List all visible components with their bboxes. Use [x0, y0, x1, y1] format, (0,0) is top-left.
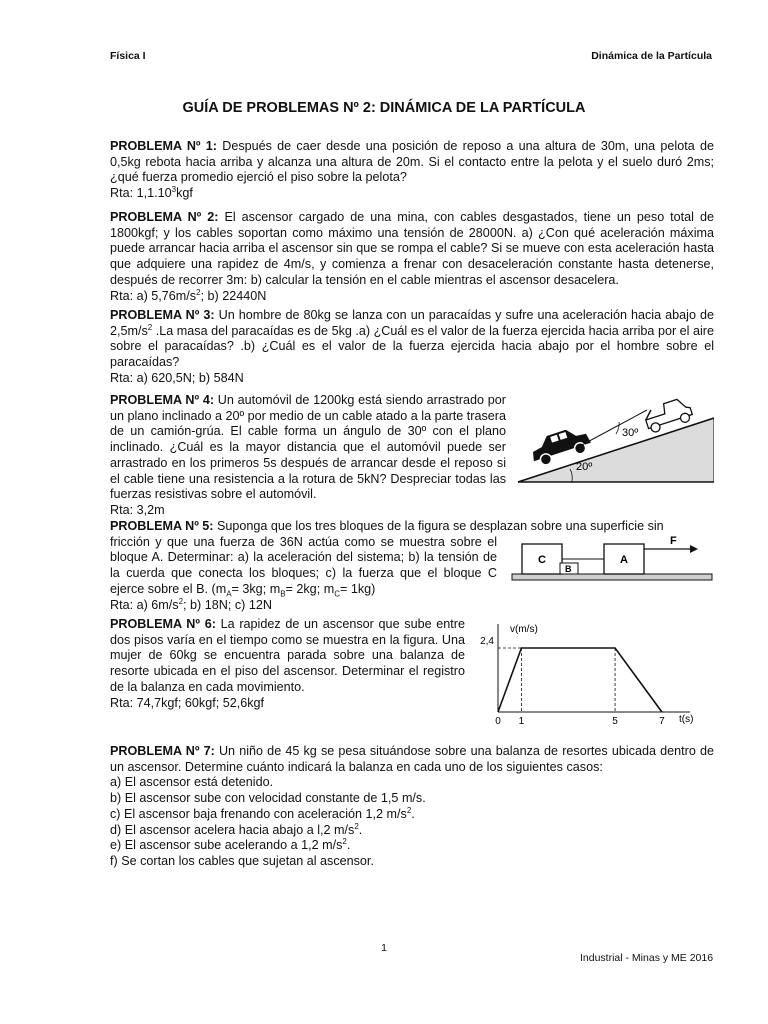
page-title: GUÍA DE PROBLEMAS Nº 2: DINÁMICA DE LA PARTÍCULA: [182, 100, 586, 116]
x-tick-label: 7: [659, 716, 665, 727]
problem-7-case: e) El ascensor sube acelerando a 1,2 $m/s^2$.: [110, 837, 351, 853]
problem-3-text-b: .La masa del paracaídas es de 5kg .a) ¿Cuál es el valor de la fuerza ejercida hacia arriba por el aire sobre el paracaídas? .b) ¿Cuál es el valor de la fuerza ejercida hacia abajo por el hombre sobre el paracaídas?: [110, 323, 714, 370]
svg-text:B: B: [565, 564, 572, 574]
x-tick-label: 5: [612, 716, 618, 727]
incline-figure: [516, 396, 714, 488]
problem-3-label: PROBLEMA Nº 3:: [110, 308, 215, 322]
footer-course: Industrial - Minas y ME 2016: [580, 952, 714, 964]
problem-5-text: fricción y que una fuerza de 36N actúa como se muestra sobre el bloque A. Determinar: a) la aceleración del sistema; b) la tensión de la cuerda que conecta los bloques; c) la fuerza que el bloque C ejerce sobre el B. ($m_A= 3kg$; $m_B= 2kg$; $m_C= 1kg$): [110, 534, 497, 599]
problem-7-case: d) El ascensor acelera hacia abajo a l,2 $m/s^2$.: [110, 821, 363, 837]
problem-6-answer: Rta: 74,7kgf; 60kgf; 52,6kgf: [110, 695, 265, 710]
problem-1: [110, 139, 714, 202]
blocks-figure: [508, 532, 714, 582]
y-axis-label: v(m/s): [510, 624, 538, 635]
x-tick-label: 0: [495, 716, 501, 727]
velocity-series-line: [498, 648, 662, 712]
problem-7-case: c) El ascensor baja frenando con aceleración 1,2 $m/s^2$.: [110, 805, 415, 821]
problem-7-cases: [110, 775, 714, 869]
problem-1-label: PROBLEMA Nº 1:: [110, 139, 217, 153]
problem-7-label: PROBLEMA Nº 7:: [110, 744, 215, 758]
x-axis-label: t(s): [679, 714, 694, 725]
problem-7-case: f) Se cortan los cables que sujetan al ascensor.: [110, 853, 374, 868]
problem-2-text: El ascensor cargado de una mina, con cables desgastados, tiene un peso total de 1800kgf; y los cables soportan como máximo una tensión de 28000N. a) ¿Con qué aceleración máxima puede arrancar hacia arriba el ascensor sin que se rompa el cable? Si se mueve con esta aceleración hasta que adquiere una rapidez de 4m/s, y comienza a frenar con desaceleración constante hasta detenerse, después de recorrer 3m: b) calcular la tensión en el cable mientras el ascensor desacelera.: [110, 210, 714, 287]
problem-2-label: PROBLEMA Nº 2:: [110, 210, 219, 224]
problem-7: [110, 744, 714, 870]
problem-5-label: PROBLEMA Nº 5:: [110, 519, 214, 533]
velocity-time-chart: [476, 618, 706, 728]
problem-4-text: Un automóvil de 1200kg está siendo arrastrado por un plano inclinado a 20º por medio de un cable atado a la parte trasera de un camión-grúa. El cable forma un ángulo de 30º con el plano inclinado. ¿Cuál es la mayor distancia que el automóvil puede ser arrastrado en los primeros 5s después de arrancar desde el reposo si el cable tiene una resistencia a la rotura de 5kN? Despreciar todas las fuerzas resistivas sobre el automóvil.: [110, 393, 506, 502]
problem-3-answer: Rta: a) 620,5N; b) 584N: [110, 370, 244, 385]
problem-1-answer: Rta: 1,1.10$^3$kgf: [110, 184, 193, 201]
problem-4: [110, 393, 506, 519]
problem-5-line1: Suponga que los tres bloques de la figura se desplazan sobre una superficie sin: [213, 519, 664, 533]
problem-6-label: PROBLEMA Nº 6:: [110, 617, 216, 631]
problem-4-answer: Rta: 3,2m: [110, 502, 165, 517]
problem-5-answer: Rta: a) $6m/s^2$; b) 18N; c) 12N: [110, 596, 272, 612]
problem-7-text: Un niño de 45 kg se pesa situándose sobre una balanza de resortes ubicada dentro de un ascensor. Determine cuánto indicará la balanza en cada uno de los siguientes casos:: [110, 744, 714, 774]
problem-6: [110, 617, 465, 711]
problem-2-answer: Rta: a) $5,76m/s^2$; b) 22440N: [110, 287, 267, 303]
svg-text:C: C: [538, 554, 546, 566]
problem-2: [110, 210, 714, 304]
problem-7-case: a) El ascensor está detenido.: [110, 775, 274, 790]
y-tick-label: 2,4: [480, 636, 494, 647]
svg-text:A: A: [620, 554, 628, 566]
problem-3: PROBLEMA Nº 3: Un hombre de 80kg se lanza con un paracaídas y sufre una aceleración hacia abajo de $2,5m/s^2$ .La masa del paracaídas es de 5kg .a) ¿Cuál es el valor de la fuerza ejercida hacia arriba por el aire sobre el paracaídas? .b) ¿Cuál es el valor de la fuerza ejercida hacia abajo por el hombre sobre el paracaídas? Rta: a) 620,5N; b) 584N: [110, 308, 714, 385]
problem-3-text-a: Un hombre de 80kg se lanza con un paracaídas y sufre una aceleración hacia abajo de 2,5m/s: [110, 308, 714, 338]
problem-6-text: La rapidez de un ascensor que sube entre dos pisos varía en el tiempo como se muestra en la figura. Una mujer de 60kg se encuentra parada sobre una balanza de resorte ubicada en el piso del ascensor. Determinar el registro de la balanza en cada movimiento.: [110, 617, 465, 694]
incline-angle-label: 20º: [576, 461, 593, 473]
problem-4-label: PROBLEMA Nº 4:: [110, 393, 215, 407]
cable-angle-label: 30º: [622, 427, 639, 439]
page-number: 1: [381, 942, 387, 954]
header-topic: Dinámica de la Partícula: [591, 50, 712, 62]
force-label: F: [670, 535, 677, 547]
x-tick-label: 1: [518, 716, 525, 727]
problem-7-case: b) El ascensor sube con velocidad constante de 1,5 m/s.: [110, 791, 426, 806]
header-course: Física I: [110, 50, 146, 62]
problem-1-text: Después de caer desde una posición de reposo a una altura de 30m, una pelota de 0,5kg rebota hacia arriba y alcanza una altura de 20m. Si el contacto entre la pelota y el suelo duró 2ms; ¿qué fuerza promedio ejerció el piso sobre la pelota?: [110, 139, 714, 185]
